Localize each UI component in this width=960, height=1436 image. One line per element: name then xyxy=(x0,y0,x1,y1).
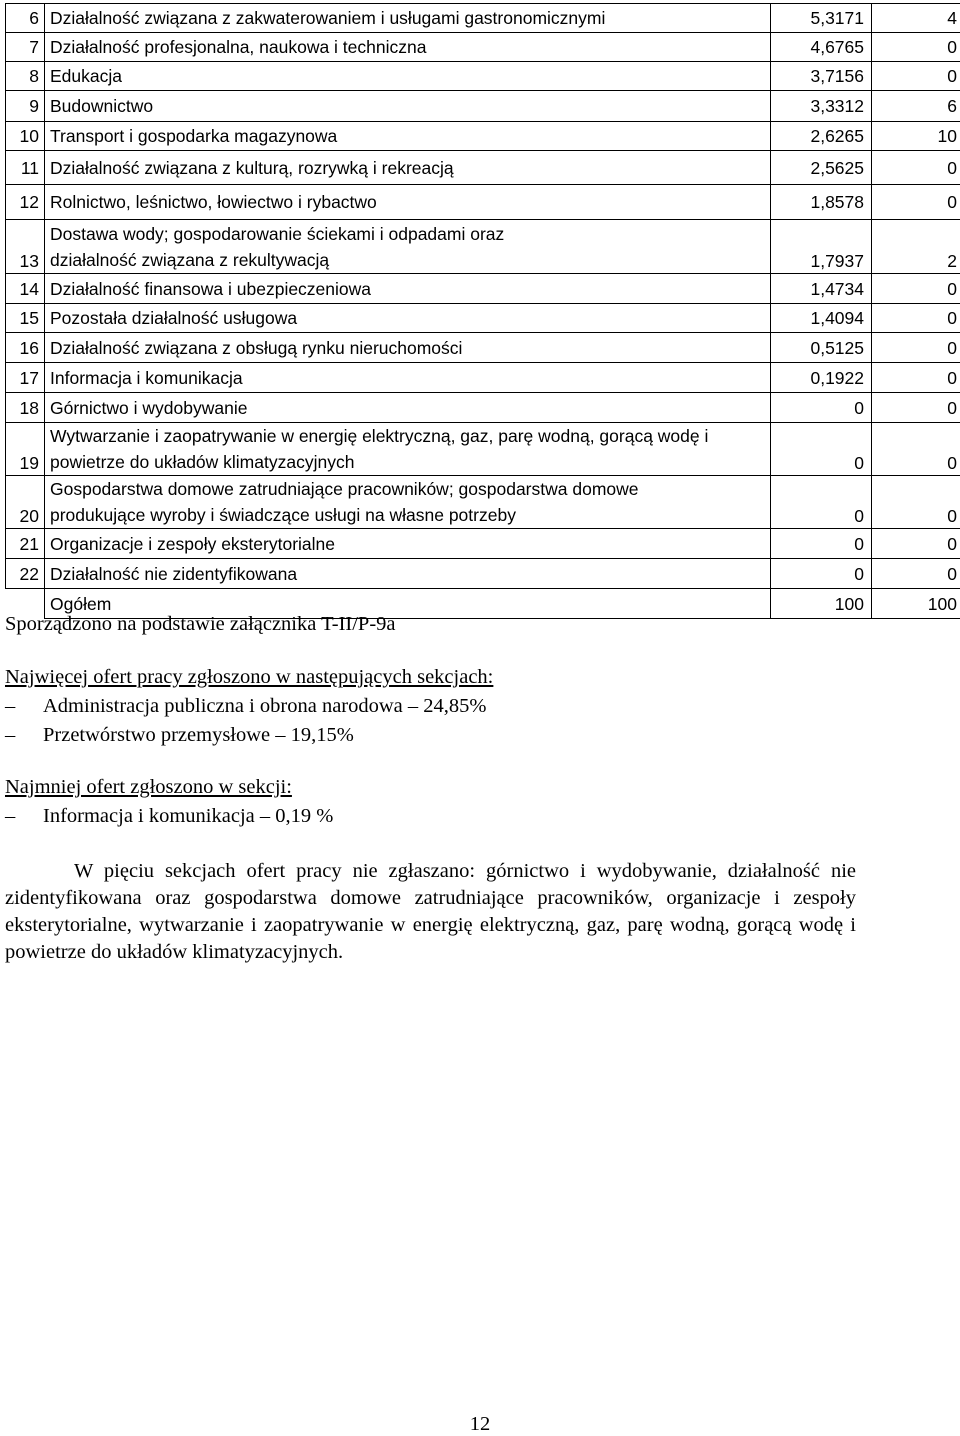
section-name: Budownictwo xyxy=(45,91,771,122)
row-number: 20 xyxy=(6,476,45,529)
list-item: – Przetwórstwo przemysłowe – 19,15% xyxy=(5,724,354,746)
second-value: 0 xyxy=(872,559,960,589)
total-label: Ogółem xyxy=(45,589,771,619)
table-row xyxy=(6,185,960,220)
second-value: 0 xyxy=(872,33,960,62)
table-row xyxy=(6,363,960,393)
second-value: 0 xyxy=(872,363,960,393)
section-name: Działalność profesjonalna, naukowa i techniczna xyxy=(45,33,771,62)
dash-bullet-icon: – xyxy=(5,805,16,827)
section-name: Działalność związana z obsługą rynku nieruchomości xyxy=(45,333,771,363)
row-number: 18 xyxy=(6,393,45,423)
second-value: 4 xyxy=(872,4,960,33)
second-value: 0 xyxy=(872,274,960,304)
section-name: Górnictwo i wydobywanie xyxy=(45,393,771,423)
section-name: Działalność nie zidentyfikowana xyxy=(45,559,771,589)
share-value: 0 xyxy=(771,476,872,529)
share-value: 1,4734 xyxy=(771,274,872,304)
second-value: 0 xyxy=(872,476,960,529)
page-number: 12 xyxy=(469,1413,491,1435)
row-number: 8 xyxy=(6,62,45,91)
table-row xyxy=(6,122,960,151)
share-value: 0 xyxy=(771,393,872,423)
list-item: – Informacja i komunikacja – 0,19 % xyxy=(5,805,334,827)
table-row xyxy=(6,33,960,62)
share-value: 0 xyxy=(771,423,872,476)
row-number: 15 xyxy=(6,304,45,333)
row-number: 22 xyxy=(6,559,45,589)
section-name: Wytwarzanie i zaopatrywanie w energię elektryczną, gaz, parę wodną, gorącą wodę i powietrze do układów klimatyzacyjnych xyxy=(45,423,771,476)
second-value: 0 xyxy=(872,393,960,423)
second-value: 0 xyxy=(872,185,960,220)
share-value: 3,7156 xyxy=(771,62,872,91)
row-number: 12 xyxy=(6,185,45,220)
table-row xyxy=(6,274,960,304)
row-number: 6 xyxy=(6,4,45,33)
share-value: 4,6765 xyxy=(771,33,872,62)
row-number: 9 xyxy=(6,91,45,122)
section-name: Rolnictwo, leśnictwo, łowiectwo i rybactwo xyxy=(45,185,771,220)
share-value: 0,5125 xyxy=(771,333,872,363)
section-name: Gospodarstwa domowe zatrudniające pracowników; gospodarstwa domowe produkujące wyroby i świadczące usługi na własne potrzeby xyxy=(45,476,771,529)
second-value: 0 xyxy=(872,529,960,559)
dash-bullet-icon: – xyxy=(5,724,16,746)
table-row xyxy=(6,476,960,529)
most-offers-heading: Najwięcej ofert pracy zgłoszono w następujących sekcjach: xyxy=(5,666,494,688)
share-value: 2,5625 xyxy=(771,151,872,185)
share-value: 2,6265 xyxy=(771,122,872,151)
table-row xyxy=(6,393,960,423)
table-row xyxy=(6,91,960,122)
section-name: Pozostała działalność usługowa xyxy=(45,304,771,333)
share-value: 1,7937 xyxy=(771,220,872,274)
row-number: 14 xyxy=(6,274,45,304)
table-row xyxy=(6,529,960,559)
section-name: Edukacja xyxy=(45,62,771,91)
table-row xyxy=(6,220,960,274)
share-value: 5,3171 xyxy=(771,4,872,33)
row-number: 16 xyxy=(6,333,45,363)
row-number: 21 xyxy=(6,529,45,559)
share-value: 1,8578 xyxy=(771,185,872,220)
row-number: 13 xyxy=(6,220,45,274)
section-name: Dostawa wody; gospodarowanie ściekami i odpadami oraz działalność związana z rekultywacją xyxy=(45,220,771,274)
second-value: 2 xyxy=(872,220,960,274)
least-offers-heading: Najmniej ofert zgłoszono w sekcji: xyxy=(5,776,292,798)
table-row xyxy=(6,304,960,333)
total-share-value: 100 xyxy=(771,589,872,619)
row-number: 11 xyxy=(6,151,45,185)
share-value: 0 xyxy=(771,529,872,559)
dash-bullet-icon: – xyxy=(5,695,16,717)
second-value: 0 xyxy=(872,423,960,476)
section-name: Działalność związana z zakwaterowaniem i usługami gastronomicznymi xyxy=(45,4,771,33)
table-row xyxy=(6,559,960,589)
table-row xyxy=(6,151,960,185)
summary-paragraph: W pięciu sekcjach ofert pracy nie zgłaszano: górnictwo i wydobywanie, działalność nie zidentyfikowana oraz gospodarstwa domowe zatrudniające pracowników, organizacje i zespoły eksterytorialne, wytwarzanie i zaopatrywanie w energię elektryczną, gaz, parę wodną, gorącą wodę i powietrze do układów klimatyzacyjnych. xyxy=(5,860,856,963)
section-name: Informacja i komunikacja xyxy=(45,363,771,393)
share-value: 0 xyxy=(771,559,872,589)
second-value: 0 xyxy=(872,151,960,185)
section-name: Działalność związana z kulturą, rozrywką i rekreacją xyxy=(45,151,771,185)
source-note: Sporządzono na podstawie załącznika T-II/P-9a xyxy=(5,613,396,635)
table-row xyxy=(6,423,960,476)
section-name: Transport i gospodarka magazynowa xyxy=(45,122,771,151)
table-row xyxy=(6,62,960,91)
share-value: 1,4094 xyxy=(771,304,872,333)
row-number: 17 xyxy=(6,363,45,393)
share-value: 3,3312 xyxy=(771,91,872,122)
sections-table xyxy=(5,3,960,619)
list-item: – Administracja publiczna i obrona narodowa – 24,85% xyxy=(5,695,487,717)
share-value: 0,1922 xyxy=(771,363,872,393)
table-row xyxy=(6,4,960,33)
total-second-value: 100 xyxy=(872,589,960,619)
second-value: 0 xyxy=(872,333,960,363)
second-value: 10 xyxy=(872,122,960,151)
section-name: Działalność finansowa i ubezpieczeniowa xyxy=(45,274,771,304)
table-row xyxy=(6,333,960,363)
second-value: 0 xyxy=(872,62,960,91)
section-name: Organizacje i zespoły eksterytorialne xyxy=(45,529,771,559)
second-value: 6 xyxy=(872,91,960,122)
row-number: 7 xyxy=(6,33,45,62)
second-value: 0 xyxy=(872,304,960,333)
row-number: 10 xyxy=(6,122,45,151)
row-number: 19 xyxy=(6,423,45,476)
